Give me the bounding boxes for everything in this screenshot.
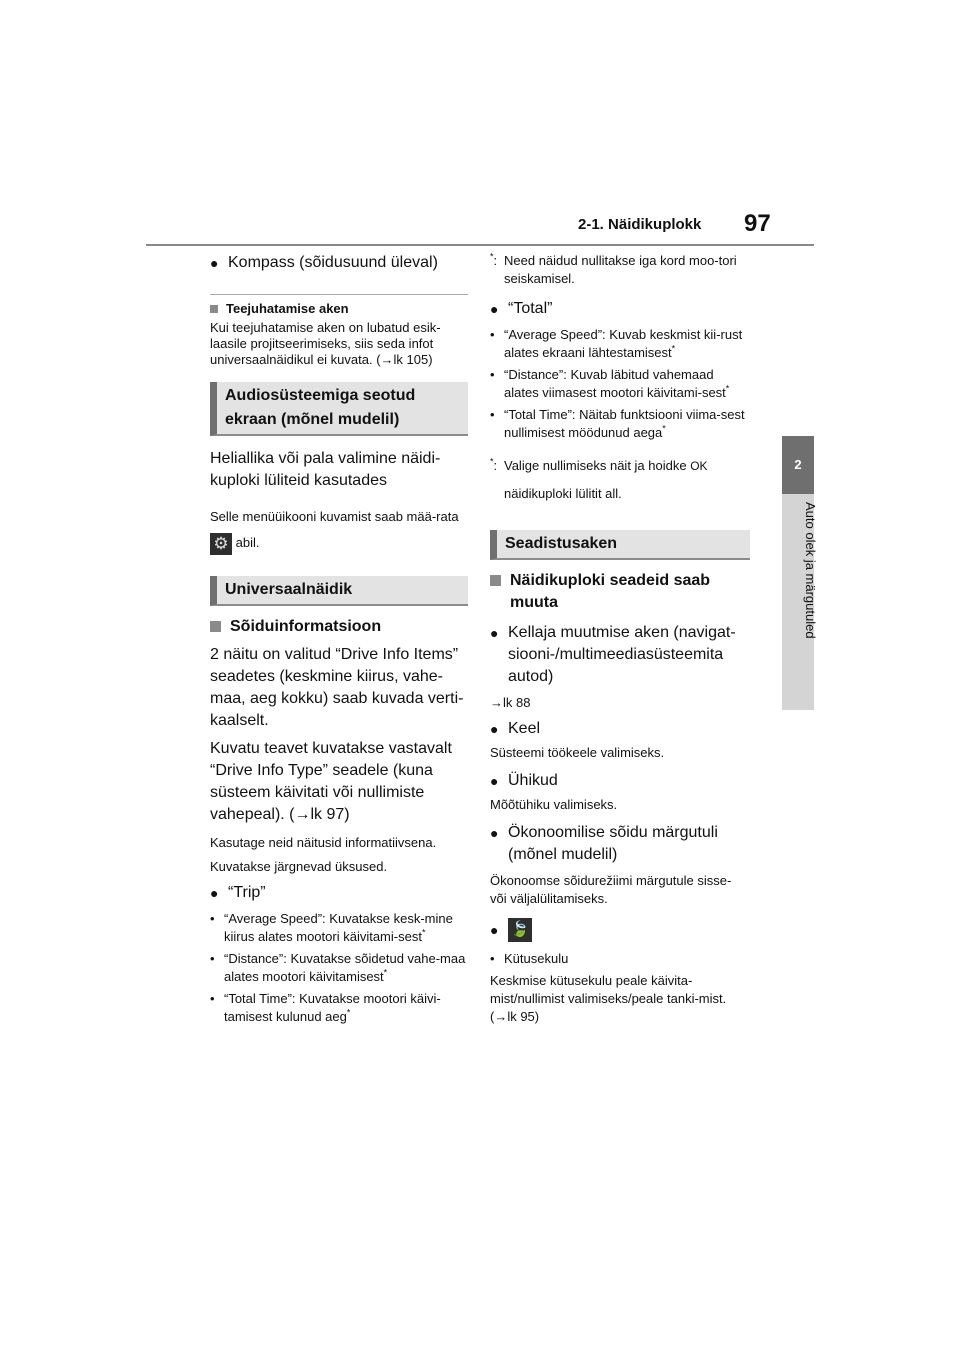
trip-total-time: • “Total Time”: Kuvatakse mootori käivi-tamisest kulunud aeg* [210, 991, 441, 1024]
drive-info-items-intro: Kuvatakse järgnevad üksused. [210, 859, 388, 874]
hud-text: Kui teejuhatamise aken on lubatud esik-laasile projitseerimiseks, siis seda infot universaalnäidikul ei kuvata. (→lk 105) [210, 320, 441, 367]
language-item: ● Keel [490, 718, 750, 740]
units-text: Mõõtühiku valimiseks. [490, 797, 618, 812]
leaf-icon: 🍃 [508, 918, 532, 942]
total-item: ● “Total” [490, 298, 750, 320]
square-bullet [490, 575, 501, 586]
drive-info-paragraph-2: Kuvatu teavet kuvatakse vastavalt “Drive Info Type” seadele (kuna süsteem käivitati või nullimiste vahepeal). (→lk 97) [210, 740, 452, 823]
chapter-tab-label: Auto olek ja märgutuled [803, 502, 818, 639]
total-total-time: • “Total Time”: Näitab funktsiooni viima-sest nullimisest möödunud aega* [490, 407, 745, 440]
bullet-dot: ● [210, 255, 219, 271]
right-column [490, 252, 750, 1026]
trip-distance: • “Distance”: Kuvatakse sõidetud vahe-maa alates mootori käivitamisest* [210, 951, 466, 984]
settings-title: Näidikuploki seadeid saab muuta [490, 570, 750, 614]
eco-indicator-text: Ökonoomse sõidurežiimi märgutule sisse- või väljalülitamiseks. [490, 873, 732, 906]
bullet-dot: ● [490, 922, 499, 938]
bullet-dot: ● [490, 721, 499, 737]
chapter-tab-number: 2 [782, 436, 814, 494]
hud-title: Teejuhatamise aken [210, 301, 468, 316]
gear-icon: ⚙ [210, 533, 232, 555]
audio-section-heading: Audiosüsteemiga seotud ekraan (mõnel mudelil) [210, 382, 468, 436]
drive-info-paragraph-1: 2 näitu on valitud “Drive Info Items” seadetes (keskmine kiirus, vahe-maa, aeg kokku) saab kuvada verti-kaalselt. [210, 646, 464, 729]
reset-note: *: Need näidud nullitakse iga kord moo-tori seiskamisel. [490, 251, 737, 286]
reset-instruction: *: Valige nullimiseks näit ja hoidke OK näidikuploki lülitit all. [490, 456, 708, 501]
drive-info-note: Kasutage neid näitusid informatiivsena. [210, 835, 437, 850]
bullet-dot: ● [490, 773, 499, 789]
language-text: Süsteemi töökeele valimiseks. [490, 745, 665, 760]
total-distance: • “Distance”: Kuvab läbitud vahemaad alates viimasest mootori käivitami-sest* [490, 367, 730, 400]
audio-paragraph: Heliallika või pala valimine näidi-kuploki lüliteid kasutades [210, 450, 441, 489]
section-title: 2-1. Näidikuplokk [578, 216, 702, 233]
header-divider [146, 244, 814, 246]
eco-leaf-item [490, 918, 750, 942]
bullet-dot: ● [210, 885, 219, 901]
divider [210, 294, 468, 295]
fuel-consumption-text: Keskmise kütusekulu peale käivita-mist/nullimist valimiseks/peale tanki-mist. (→lk 95) [490, 973, 727, 1024]
clock-page-ref: →lk 88 [490, 695, 531, 710]
trip-average-speed: • “Average Speed”: Kuvatakse kesk-mine kiirus alates mootori käivitami-sest* [210, 911, 453, 944]
eco-indicator-item: ● Ökonoomilise sõidu märgutuli (mõnel mudelil) [490, 824, 718, 863]
trip-item: ● “Trip” [210, 882, 468, 904]
left-column [210, 252, 468, 1026]
total-average-speed: • “Average Speed”: Kuvab keskmist kii-rust alates ekraani lähtestamisest* [490, 327, 743, 360]
page-number: 97 [744, 210, 771, 237]
square-bullet [210, 621, 221, 632]
multi-info-heading: Universaalnäidik [210, 576, 468, 606]
audio-icon-note: Selle menüüikooni kuvamist saab mää-rata⚙ abil. [210, 509, 459, 553]
settings-section-heading: Seadistusaken [490, 530, 750, 560]
fuel-consumption-item: • Kütusekulu [490, 951, 569, 966]
clock-item: ● Kellaja muutmise aken (navigat-siooni-/multimeediasüsteemita autod) [490, 624, 736, 685]
square-bullet [210, 305, 218, 313]
bullet-dot: ● [490, 625, 499, 641]
units-item: ● Ühikud [490, 770, 750, 792]
drive-info-title: Sõiduinformatsioon [210, 616, 468, 638]
ok-switch-label: OK [690, 459, 708, 473]
compass-item: ● Kompass (sõidusuund üleval) [210, 252, 468, 274]
bullet-dot: ● [490, 301, 499, 317]
bullet-dot: ● [490, 825, 499, 841]
